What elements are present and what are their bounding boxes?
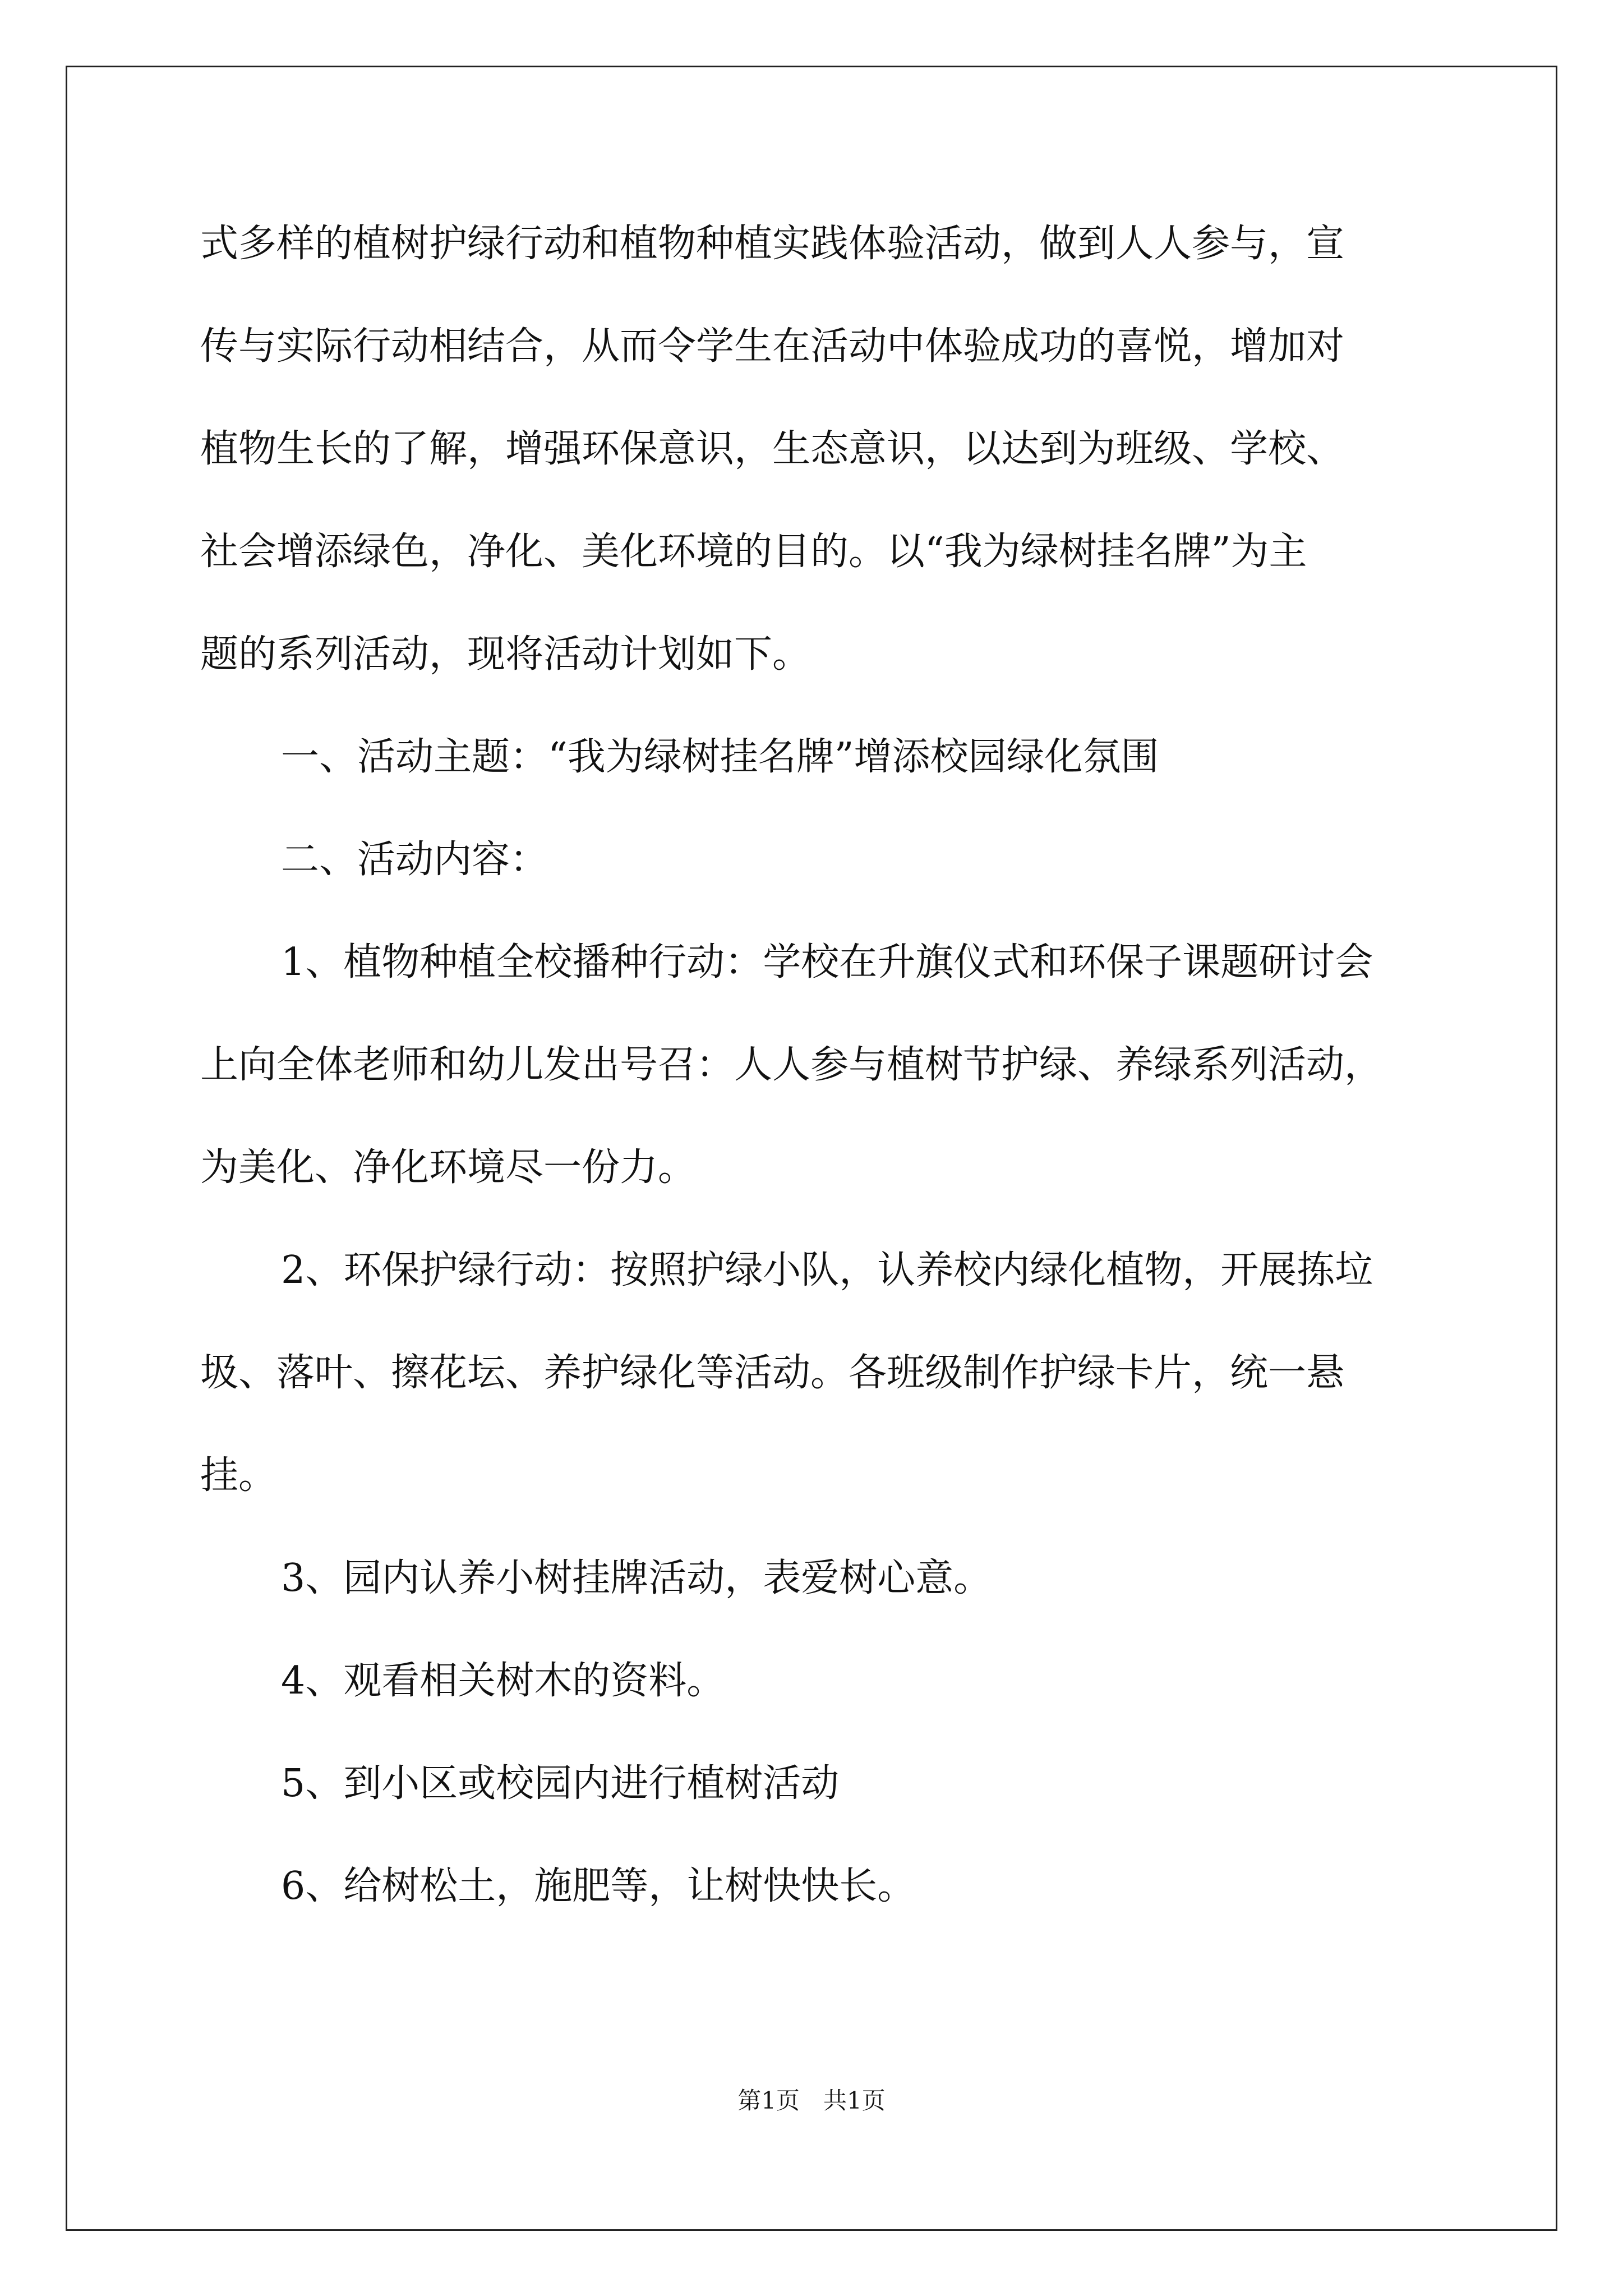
section-heading-content: 二、活动内容： [281,838,548,882]
paragraph-line: 挂。 [200,1453,277,1498]
list-item: 5、到小区或校园内进行植树活动 [281,1761,840,1806]
paragraph-line: 植物生长的了解，增强环保意识，生态意识，以达到为班级、学校、 [200,427,1345,471]
list-item: 3、园内认养小树挂牌活动，表爱树心意。 [281,1556,992,1600]
list-item: 4、观看相关树木的资料。 [281,1659,725,1703]
paragraph-line: 式多样的植树护绿行动和植物种植实践体验活动，做到人人参与，宣 [200,222,1345,266]
page-number-footer: 第1页 共1页 [737,2087,886,2114]
list-item: 1、植物种植全校播种行动：学校在升旗仪式和环保子课题研讨会 [281,940,1373,984]
section-heading-theme: 一、活动主题：“我为绿树挂名牌”增添校园绿化氛围 [281,735,1159,779]
list-item: 2、环保护绿行动：按照护绿小队，认养校内绿化植物，开展拣垃 [281,1248,1373,1292]
paragraph-line: 传与实际行动相结合，从而令学生在活动中体验成功的喜悦，增加对 [200,324,1345,369]
paragraph-line: 题的系列活动，现将活动计划如下。 [200,632,811,677]
paragraph-line: 圾、落叶、擦花坛、养护绿化等活动。各班级制作护绿卡片，统一悬 [200,1351,1345,1395]
list-item: 6、给树松土，施肥等，让树快快长。 [281,1864,916,1908]
paragraph-line: 社会增添绿色，净化、美化环境的目的。以“我为绿树挂名牌”为主 [200,530,1307,574]
paragraph-line: 上向全体老师和幼儿发出号召：人人参与植树节护绿、养绿系列活动， [200,1043,1383,1087]
paragraph-line: 为美化、净化环境尽一份力。 [200,1145,697,1190]
